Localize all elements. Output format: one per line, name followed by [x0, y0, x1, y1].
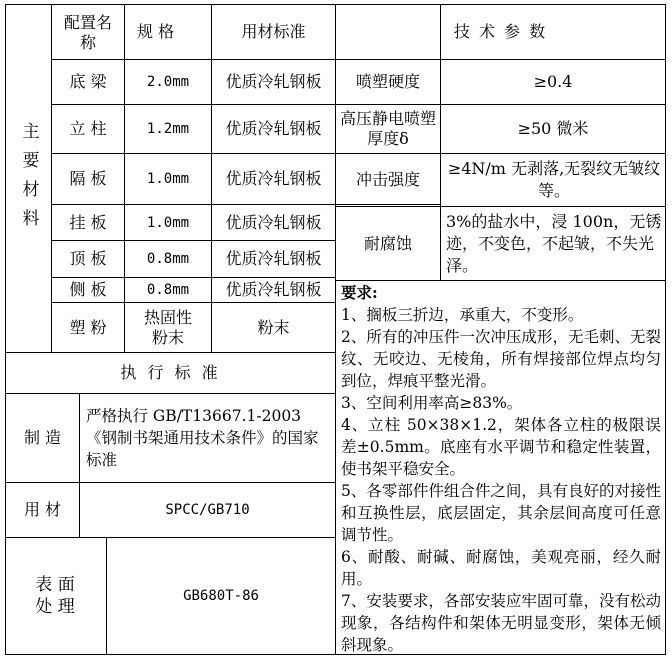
exec-std-value: SPCC/GB710	[165, 502, 250, 518]
material-std: 优质冷轧钢板	[225, 280, 322, 299]
exec-std-value: 严格执行 GB/T13667.1-2003《钢制书架通用技术条件》的国家标准	[86, 407, 319, 469]
material-std: 优质冷轧钢板	[225, 212, 322, 232]
material-name: 侧 板	[69, 280, 107, 299]
material-name: 挂 板	[69, 212, 107, 232]
requirement-item: 4、立柱 50×38×1.2，架体各立柱的极限误差±0.5mm。底座有水平调节和稳定性装置，使书架平稳安全。	[341, 416, 661, 478]
material-spec: 2.0mm	[146, 74, 190, 90]
material-spec: 1.0mm	[146, 171, 190, 187]
requirement-item: 5、各零部件件组合件之间，具有良好的对接性和互换性层，底层固定，其余层间高度可任意调节性。	[341, 482, 661, 544]
material-name: 塑 粉	[69, 317, 107, 337]
tech-param: 喷塑硬度	[355, 72, 420, 91]
tech-param: 冲击强度	[355, 170, 420, 189]
tech-value: ≥0.4	[533, 72, 573, 91]
material-name: 底 梁	[69, 72, 107, 91]
material-name: 顶 板	[69, 249, 107, 268]
table-border-right	[665, 4, 666, 655]
grid-line	[335, 280, 666, 281]
material-std: 优质冷轧钢板	[225, 119, 322, 138]
grid-line	[79, 393, 80, 482]
header-name: 配置名称	[63, 13, 112, 52]
material-spec: 0.8mm	[146, 251, 190, 267]
requirement-item: 3、空间利用率高≥83%。	[341, 394, 523, 412]
material-std: 粉末	[257, 317, 290, 337]
exec-std-title: 执 行 标 准	[120, 363, 221, 382]
exec-std-label: 制 造	[23, 428, 62, 447]
exec-std-label: 用 材	[23, 500, 62, 519]
tech-value: ≥4N/m 无剥落,无裂纹无皱纹等。	[447, 159, 661, 200]
requirement-item: 7、安装要求，各部安装应牢固可靠，没有松动现象，各结构件和架体无明显变形，架体无倾斜现象。	[341, 592, 661, 654]
material-spec: 热固性粉末	[143, 307, 192, 347]
requirement-item: 6、耐酸、耐碱、耐腐蚀，美观亮丽，经久耐用。	[341, 548, 661, 588]
material-std: 优质冷轧钢板	[225, 169, 322, 188]
header-spec: 规 格	[137, 21, 175, 41]
material-name: 立 柱	[69, 119, 107, 138]
material-spec: 1.0mm	[146, 214, 190, 231]
material-name: 隔 板	[69, 169, 107, 188]
exec-std-label: 表 面 处 理	[35, 575, 75, 617]
requirement-item: 1、搁板三折边，承重大，不变形。	[341, 306, 584, 324]
material-spec: 0.8mm	[146, 282, 190, 298]
tech-value: ≥50 微米	[517, 119, 589, 138]
tech-param: 高压静电喷塑厚度δ	[339, 109, 436, 148]
tech-param: 耐腐蚀	[363, 233, 412, 253]
tech-value: 3%的盐水中，浸 100n，无锈迹，不变色，不起皱，不失光泽。	[446, 211, 662, 275]
header-material-std: 用材标准	[241, 21, 306, 41]
main-materials-label: 主要材料	[18, 122, 39, 238]
material-std: 优质冷轧钢板	[225, 249, 322, 268]
header-tech-params: 技 术 参 数	[453, 21, 548, 41]
exec-std-value: GB680T-86	[183, 588, 259, 604]
material-std: 优质冷轧钢板	[225, 72, 322, 91]
requirements-title: 要求:	[341, 283, 378, 302]
requirement-item: 2、所有的冲压件一次冲压成形，无毛刺、无裂纹、无咬边、无棱角，所有焊接部位焊点均匀到位，焊痕平整光滑。	[341, 328, 661, 390]
material-spec: 1.2mm	[146, 121, 190, 137]
requirements	[341, 282, 661, 652]
